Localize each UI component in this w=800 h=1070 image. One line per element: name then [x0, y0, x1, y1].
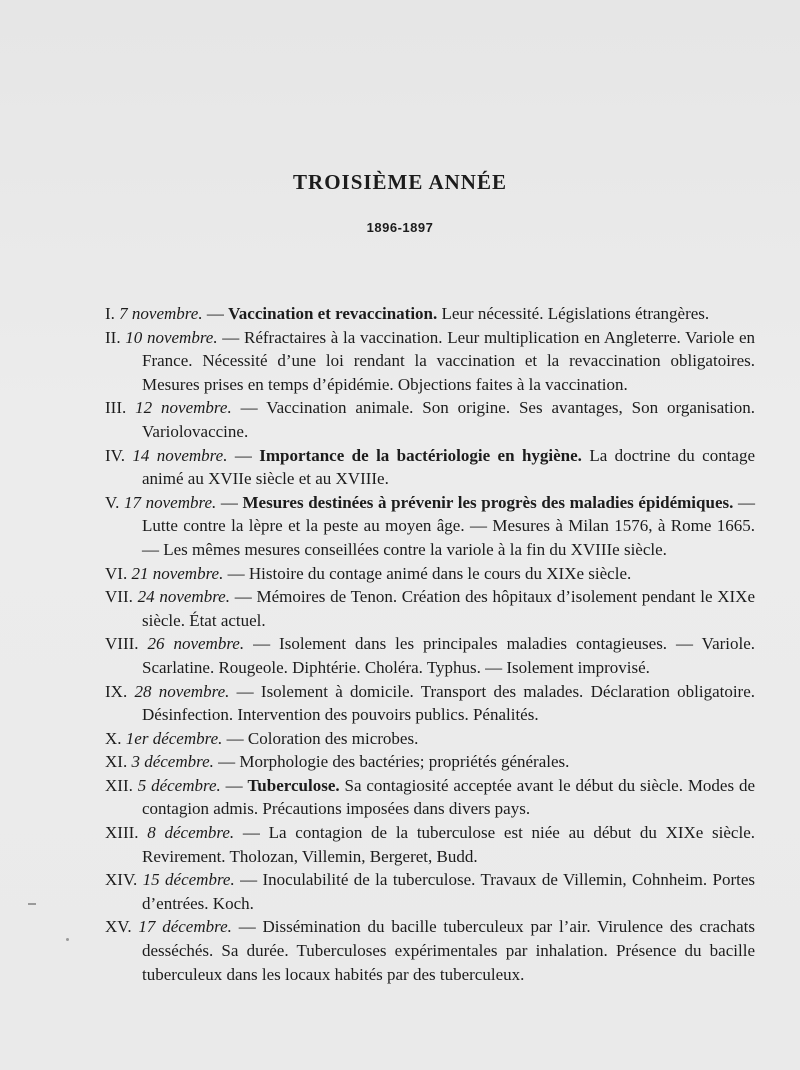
entry-number: I.	[105, 304, 120, 323]
entry-number: IX.	[105, 681, 135, 701]
entry-number: V.	[105, 492, 124, 512]
lecture-entry: VIII. 26 novembre. — Isolement dans les principales maladies contagieuses. — Variole. Scarlatine. Rougeole. Diphtérie. Choléra. Typhus. — Isolement improvisé.	[105, 634, 756, 677]
entry-number: XV.	[105, 917, 139, 937]
entry-number: XIII.	[105, 823, 148, 843]
entry-heading: Mesures destinées à prévenir les progrès des maladies épidémiques.	[242, 492, 734, 512]
lecture-entry: III. 12 novembre. — Vaccination animale. Son origine. Ses avantages, Son organisation. Variolovaccine.	[105, 398, 755, 441]
entry-text: Sa contagiosité acceptée avant le début du siècle. Modes de contagion admis. Précautions imposées dans divers pays.	[142, 775, 756, 819]
entry-text: Isolement à domicile. Transport des malades. Déclaration obligatoire. Désinfection. Intervention des pouvoirs publics. Pénalités.	[142, 681, 756, 725]
entry-number: X.	[105, 728, 126, 748]
entry-date: 28 novembre.	[134, 681, 230, 701]
entry-number: VII.	[105, 587, 138, 607]
entry-heading: Vaccination et revaccination.	[228, 304, 438, 323]
margin-dot	[66, 938, 69, 941]
entry-date: 17 novembre.	[123, 492, 217, 512]
entry-text: Inoculabilité de la tuberculose. Travaux de Villemin, Cohnheim. Portes d’entrées. Koch.	[142, 870, 756, 913]
lecture-entry: II. 10 novembre. — Réfractaires à la vaccination. Leur multiplication en Angleterre. Variole en France. Nécessité d’une loi rendant la vaccination et la revaccination obligatoires. Mesures prises en temps d’épidémie. Objections faites à la vaccination.	[105, 327, 756, 394]
entry-date: 12 novembre.	[135, 398, 232, 418]
entry-heading: Importance de la bactériologie en hygiène.	[259, 445, 582, 465]
entry-date: 1er décembre.	[125, 728, 223, 748]
lecture-entry: VI. 21 novembre. — Histoire du contage animé dans le cours du XIXe siècle.	[105, 563, 632, 583]
lecture-entry: V. 17 novembre. — Mesures destinées à prévenir les progrès des maladies épidémiques. — Lutte contre la lèpre et la peste au moyen âge. — Mesures à Milan 1576, à Rome 1665. — Les mêmes mesures conseillées contre la variole à la fin du XVIIIe siècle.	[105, 492, 755, 559]
entry-number: VI.	[105, 563, 132, 583]
entry-date: 17 décembre.	[138, 917, 232, 937]
entry-date: 3 décembre.	[131, 752, 214, 772]
lecture-entry: IV. 14 novembre. — Importance de la bactériologie en hygiène. La doctrine du contage animé au XVIIe siècle et au XVIIIe.	[105, 445, 756, 489]
lecture-entry: XI. 3 décembre. — Morphologie des bactéries; propriétés générales.	[105, 752, 570, 772]
entry-date: 26 novembre.	[147, 634, 245, 654]
lecture-entry: X. 1er décembre. — Coloration des microbes.	[105, 728, 419, 748]
entry-number: III.	[105, 398, 136, 418]
entry-date: 14 novembre.	[132, 445, 228, 465]
lecture-entry: XIII. 8 décembre. — La contagion de la tuberculose est niée au début du XIXe siècle. Revirement. Tholozan, Villemin, Bergeret, Budd.	[105, 823, 755, 866]
entry-number: XI.	[105, 752, 132, 772]
entry-heading: Tuberculose.	[247, 775, 340, 795]
entry-text: — Lutte contre la lèpre et la peste au moyen âge. — Mesures à Milan 1576, à Rome 1665. — Les mêmes mesures conseillées contre la variole à la fin du XVIIIe siècle.	[142, 492, 755, 559]
entry-text: Morphologie des bactéries; propriétés générales.	[239, 752, 570, 772]
entry-number: XII.	[105, 775, 138, 795]
lecture-entry: I. 7 novembre. — Vaccination et revaccination. Leur nécessité. Législations étrangères.	[105, 304, 710, 323]
entry-date: 8 décembre.	[147, 823, 235, 843]
lecture-entry: XIV. 15 décembre. — Inoculabilité de la tuberculose. Travaux de Villemin, Cohnheim. Portes d’entrées. Koch.	[105, 870, 756, 913]
entry-text: La contagion de la tuberculose est niée au début du XIXe siècle. Revirement. Tholozan, Villemin, Bergeret, Budd.	[142, 823, 755, 866]
entry-date: 24 novembre.	[137, 587, 230, 607]
entry-text: Mémoires de Tenon. Création des hôpitaux d’isolement pendant le XIXe siècle. État actuel.	[142, 587, 755, 630]
lecture-entry: XV. 17 décembre. — Dissémination du bacille tuberculeux par l’air. Virulence des crachats desséchés. Sa durée. Tuberculoses expérimentales par inhalation. Présence du bacille tuberculeux dans les locaux habités par des tuberculeux.	[105, 917, 756, 984]
entry-text: Isolement dans les principales maladies contagieuses. — Variole. Scarlatine. Rougeole. Diphtérie. Choléra. Typhus. — Isolement improvisé.	[142, 634, 756, 677]
entry-number: VIII.	[105, 634, 148, 654]
entry-date: 10 novembre.	[125, 327, 218, 347]
entry-date: 15 décembre.	[142, 870, 235, 890]
lecture-entry: XII. 5 décembre. — Tuberculose. Sa contagiosité acceptée avant le début du siècle. Modes de contagion admis. Précautions imposées dans divers pays.	[105, 775, 756, 819]
entry-text: Réfractaires à la vaccination. Leur multiplication en Angleterre. Variole en France. Nécessité d’une loi rendant la vaccination et la revaccination obligatoires. Mesures prises en temps d’épidémie. Objections faites à la vaccination.	[142, 327, 756, 394]
lecture-entry: IX. 28 novembre. — Isolement à domicile. Transport des malades. Déclaration obligatoire. Désinfection. Intervention des pouvoirs publics. Pénalités.	[105, 681, 756, 725]
entry-text: Coloration des microbes.	[247, 728, 419, 748]
entry-text: Histoire du contage animé dans le cours du XIXe siècle.	[248, 563, 632, 583]
entry-text: Dissémination du bacille tuberculeux par l’air. Virulence des crachats desséchés. Sa durée. Tuberculoses expérimentales par inhalation. Présence du bacille tuberculeux dans les locaux habités par des tuberculeux.	[142, 917, 756, 984]
entry-text: Leur nécessité. Législations étrangères.	[437, 304, 710, 323]
entry-number: XIV.	[105, 870, 143, 890]
entry-text: La doctrine du contage animé au XVIIe siècle et au XVIIIe.	[142, 445, 756, 489]
entry-text: Vaccination animale. Son origine. Ses avantages, Son organisation. Variolovaccine.	[142, 398, 755, 441]
lecture-list	[105, 302, 755, 986]
lecture-entry: VII. 24 novembre. — Mémoires de Tenon. Création des hôpitaux d’isolement pendant le XIXe siècle. État actuel.	[105, 587, 755, 630]
entry-number: IV.	[105, 445, 133, 465]
margin-mark	[28, 903, 36, 905]
page-title: TROISIÈME ANNÉE	[293, 170, 507, 194]
year-range: 1896-1897	[366, 220, 434, 235]
entry-date: 7 novembre.	[119, 304, 203, 323]
entry-date: 5 décembre.	[137, 775, 221, 795]
entry-date: 21 novembre.	[131, 563, 224, 583]
entry-number: II.	[105, 327, 126, 347]
